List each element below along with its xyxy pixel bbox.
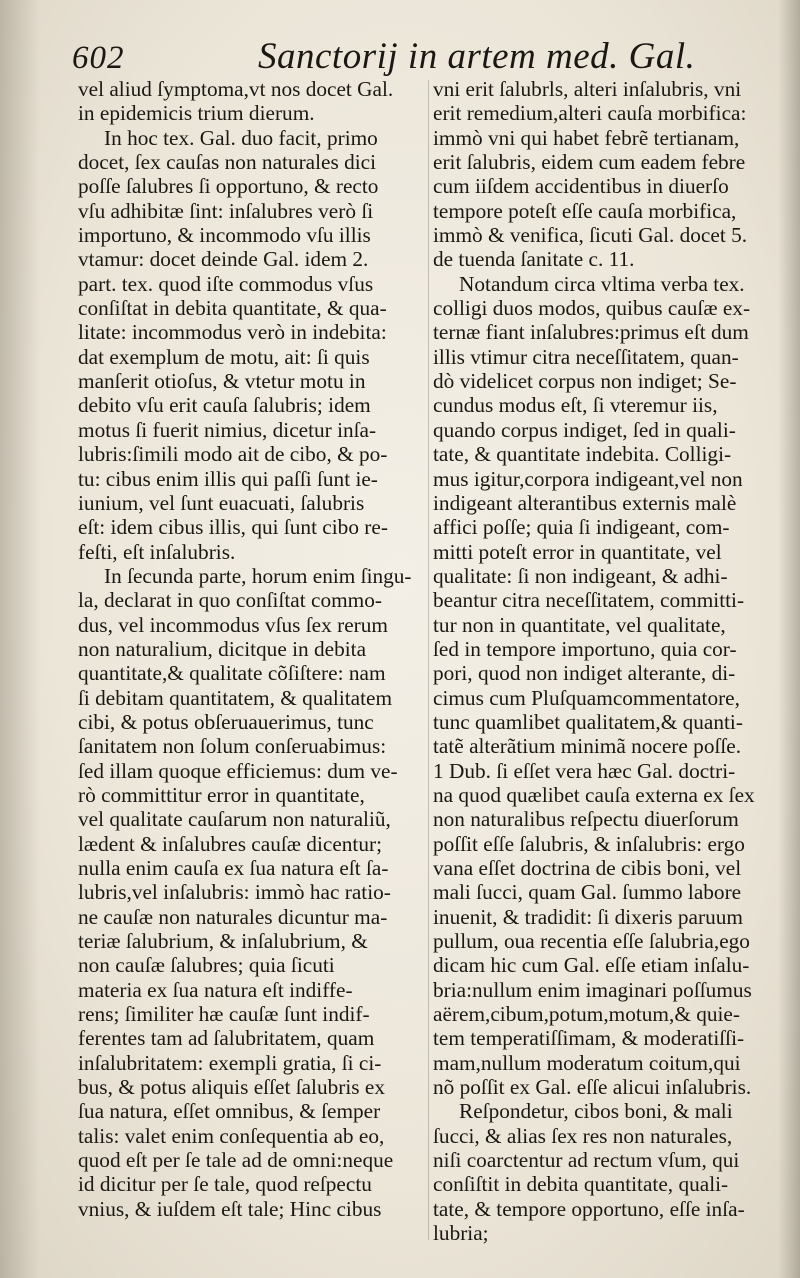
text-line: materia ex ſua natura eſt indiffe- xyxy=(78,977,353,1002)
text-line: talis: valet enim conſequentia ab eo, xyxy=(78,1123,385,1148)
text-line: cimus cum Pluſquamcommentatore, xyxy=(433,685,740,710)
text-line: erit ſalubris, eidem cum eadem febre xyxy=(433,150,746,175)
text-line: non cauſæ ſalubres; quia ſicuti xyxy=(78,953,335,978)
text-line: quantitate,& qualitate cõſiſtere: nam xyxy=(78,661,386,686)
text-line: docet, ſex cauſas non naturales dici xyxy=(78,150,377,175)
text-line: cum iiſdem accidentibus in diuerſo xyxy=(433,174,729,199)
text-line: pori, quod non indiget alterante, di- xyxy=(433,661,736,686)
text-line: tatẽ alterãtium minimã nocere poſſe. xyxy=(433,734,742,759)
text-line: inuenit, & tradidit: ſi dixeris paruum xyxy=(433,904,743,929)
text-line: la, declarat in quo conſiſtat commo- xyxy=(78,588,382,613)
text-line: importuno, & incommodo vſu illis xyxy=(78,223,371,248)
text-line: nulla enim cauſa ex ſua natura eſt ſa- xyxy=(78,856,389,880)
text-line: de tuenda ſanitate c. 11. xyxy=(433,247,635,272)
text-line: ſucci, & alias ſex res non naturales, xyxy=(433,1123,733,1148)
text-line: motus ſi fuerit nimius, dicetur inſa- xyxy=(78,417,377,442)
left-text-column xyxy=(78,77,424,1221)
text-line: tunc quamlibet qualitatem,& quanti- xyxy=(433,709,743,734)
text-line: dò videlicet corpus non indiget; Se- xyxy=(433,369,737,394)
text-line: quando corpus indiget, ſed in quali- xyxy=(433,417,736,442)
text-line: teriæ ſalubrium, & inſalubrium, & xyxy=(78,929,368,954)
text-line: quod eſt per ſe tale ad de omni:neque xyxy=(78,1148,394,1173)
text-line: dat exemplum de motu, ait: ſi quis xyxy=(78,344,370,369)
text-line: tem temperatiſſimam, & moderatiſſi- xyxy=(433,1026,745,1051)
text-line: illis vtimur citra neceſſitatem, quan- xyxy=(433,344,739,369)
text-line: mam,nullum moderatum coitum,qui xyxy=(433,1050,741,1075)
text-line: iunium, vel ſunt euacuati, ſalubris xyxy=(78,490,365,515)
text-line: na quod quælibet cauſa externa ex ſex xyxy=(433,782,755,807)
text-line: in epidemicis trium dierum. xyxy=(78,101,315,126)
text-line: qualitate: ſi non indigeant, & adhi- xyxy=(433,563,728,588)
text-line: conſiſtit in debita quantitate, quali- xyxy=(433,1172,729,1197)
text-line: erit remedium,alteri cauſa morbifica: xyxy=(433,101,747,126)
text-line: colligi duos modos, quibus cauſæ ex- xyxy=(433,296,751,321)
text-line: immò & venifica, ſicuti Gal. docet 5. xyxy=(433,223,748,248)
text-line: mali ſucci, quam Gal. ſummo labore xyxy=(433,880,742,905)
text-line: dicam hic cum Gal. eſſe etiam inſalu- xyxy=(433,953,750,978)
text-line: vtamur: docet deinde Gal. idem 2. xyxy=(78,247,369,272)
text-line: mitti poteſt error in quantitate, vel xyxy=(433,539,722,564)
text-line: ſi debitam quantitatem, & qualitatem xyxy=(78,685,393,710)
text-line: vel aliud ſymptoma,vt nos docet Gal. xyxy=(78,77,394,101)
right-text-column xyxy=(433,77,793,1246)
text-line: bria:nullum enim imaginari poſſumus xyxy=(433,977,752,1002)
text-line: tempore poteſt eſſe cauſa morbifica, xyxy=(433,198,737,223)
text-line: lubris,vel inſalubris: immò hac ratio- xyxy=(78,880,391,905)
text-line: litate: incommodus verò in indebita: xyxy=(78,320,387,345)
text-line: cibi, & potus obſeruauerimus, tunc xyxy=(78,709,374,734)
text-line: lædent & inſalubres cauſæ dicentur; xyxy=(78,831,383,856)
text-line: manſerit otioſus, & vtetur motu in xyxy=(78,369,366,394)
text-line: ferentes tam ad ſalubritatem, quam xyxy=(78,1026,375,1051)
text-line: immò vni qui habet febrẽ tertianam, xyxy=(433,125,740,150)
text-line: nõ poſſit ex Gal. eſſe alicui inſalubris. xyxy=(433,1075,752,1100)
text-line: In ſecunda parte, horum enim ſingu- xyxy=(104,563,412,588)
text-line: vſu adhibitæ ſint: inſalubres verò ſi xyxy=(78,198,374,223)
text-line: vni erit ſalubrls, alteri inſalubris, vni xyxy=(433,77,742,101)
text-line: In hoc tex. Gal. duo facit, primo xyxy=(104,125,378,150)
text-line: Notandum circa vltima verba tex. xyxy=(459,271,745,296)
text-line: lubris:ſimili modo ait de cibo, & po- xyxy=(78,442,388,467)
text-line: vnius, & iuſdem eſt tale; Hinc cibus xyxy=(78,1196,382,1221)
text-line: indigeant alterantibus externis malè xyxy=(433,490,737,515)
text-line: conſiſtat in debita quantitate, & qua- xyxy=(78,296,387,321)
text-line: inſalubritatem: exempli gratia, ſi ci- xyxy=(78,1050,382,1075)
text-line: mus igitur,corpora indigeant,vel non xyxy=(433,466,743,491)
text-line: debito vſu erit cauſa ſalubris; idem xyxy=(78,393,371,418)
column-divider xyxy=(428,80,429,1240)
text-line: cundus modus eſt, ſi vteremur iis, xyxy=(433,393,718,418)
text-line: non naturalibus reſpectu diuerſorum xyxy=(433,807,739,832)
text-line: poſſe ſalubres ſi opportuno, & recto xyxy=(78,174,379,199)
text-line: niſi coarctentur ad rectum vſum, qui xyxy=(433,1148,740,1173)
text-line: vana eſſet doctrina de cibis boni, vel xyxy=(433,856,742,880)
text-line: ſed in tempore importuno, quia cor- xyxy=(433,636,737,661)
text-line: ſua natura, eſſet omnibus, & ſemper xyxy=(78,1099,381,1124)
text-line: poſſit eſſe ſalubris, & inſalubris: ergo xyxy=(433,831,745,856)
text-line: id dicitur per ſe tale, quod reſpectu xyxy=(78,1172,372,1197)
text-line: tate, & quantitate indebita. Colligi- xyxy=(433,442,732,467)
text-line: part. tex. quod iſte commodus vſus xyxy=(78,271,374,296)
text-line: ſanitatem non ſolum conſeruabimus: xyxy=(78,734,387,759)
text-line: vel qualitate cauſarum non naturaliũ, xyxy=(78,807,391,832)
text-line: eſt: idem cibus illis, qui ſunt cibo re- xyxy=(78,515,388,540)
text-line: affici poſſe; quia ſi indigeant, com- xyxy=(433,515,730,540)
text-line: feſti, eſt inſalubris. xyxy=(78,539,236,564)
text-line: non naturalium, dicitque in debita xyxy=(78,636,367,661)
text-line: tu: cibus enim illis qui paſſi ſunt ie- xyxy=(78,466,378,491)
text-line: pullum, oua recentia eſſe ſalubria,ego xyxy=(433,929,750,954)
text-line: rens; ſimiliter hæ cauſæ ſunt indif- xyxy=(78,1002,370,1027)
page-number: 602 xyxy=(72,40,125,76)
text-line: ternæ fiant inſalubres:primus eſt dum xyxy=(433,320,749,345)
text-line: tur non in quantitate, vel qualitate, xyxy=(433,612,726,637)
text-line: ſed illam quoque efficiemus: dum ve- xyxy=(78,758,398,783)
text-line: dus, vel incommodus vſus ſex rerum xyxy=(78,612,388,637)
text-line: tate, & tempore opportuno, eſſe inſa- xyxy=(433,1196,745,1221)
text-line: bus, & potus aliquis eſſet ſalubris ex xyxy=(78,1075,385,1100)
text-line: 1 Dub. ſi eſſet vera hæc Gal. doctri- xyxy=(433,758,736,783)
text-line: ne cauſæ non naturales dicuntur ma- xyxy=(78,904,388,929)
text-line: rò committitur error in quantitate, xyxy=(78,782,365,807)
text-line: beantur citra neceſſitatem, committi- xyxy=(433,588,745,613)
running-title: Sanctorij in artem med. Gal. xyxy=(258,36,696,77)
text-line: lubria; xyxy=(433,1221,489,1246)
text-line: Reſpondetur, cibos boni, & mali xyxy=(459,1099,733,1124)
gutter-shadow xyxy=(0,0,40,1278)
text-line: aërem,cibum,potum,motum,& quie- xyxy=(433,1002,740,1027)
